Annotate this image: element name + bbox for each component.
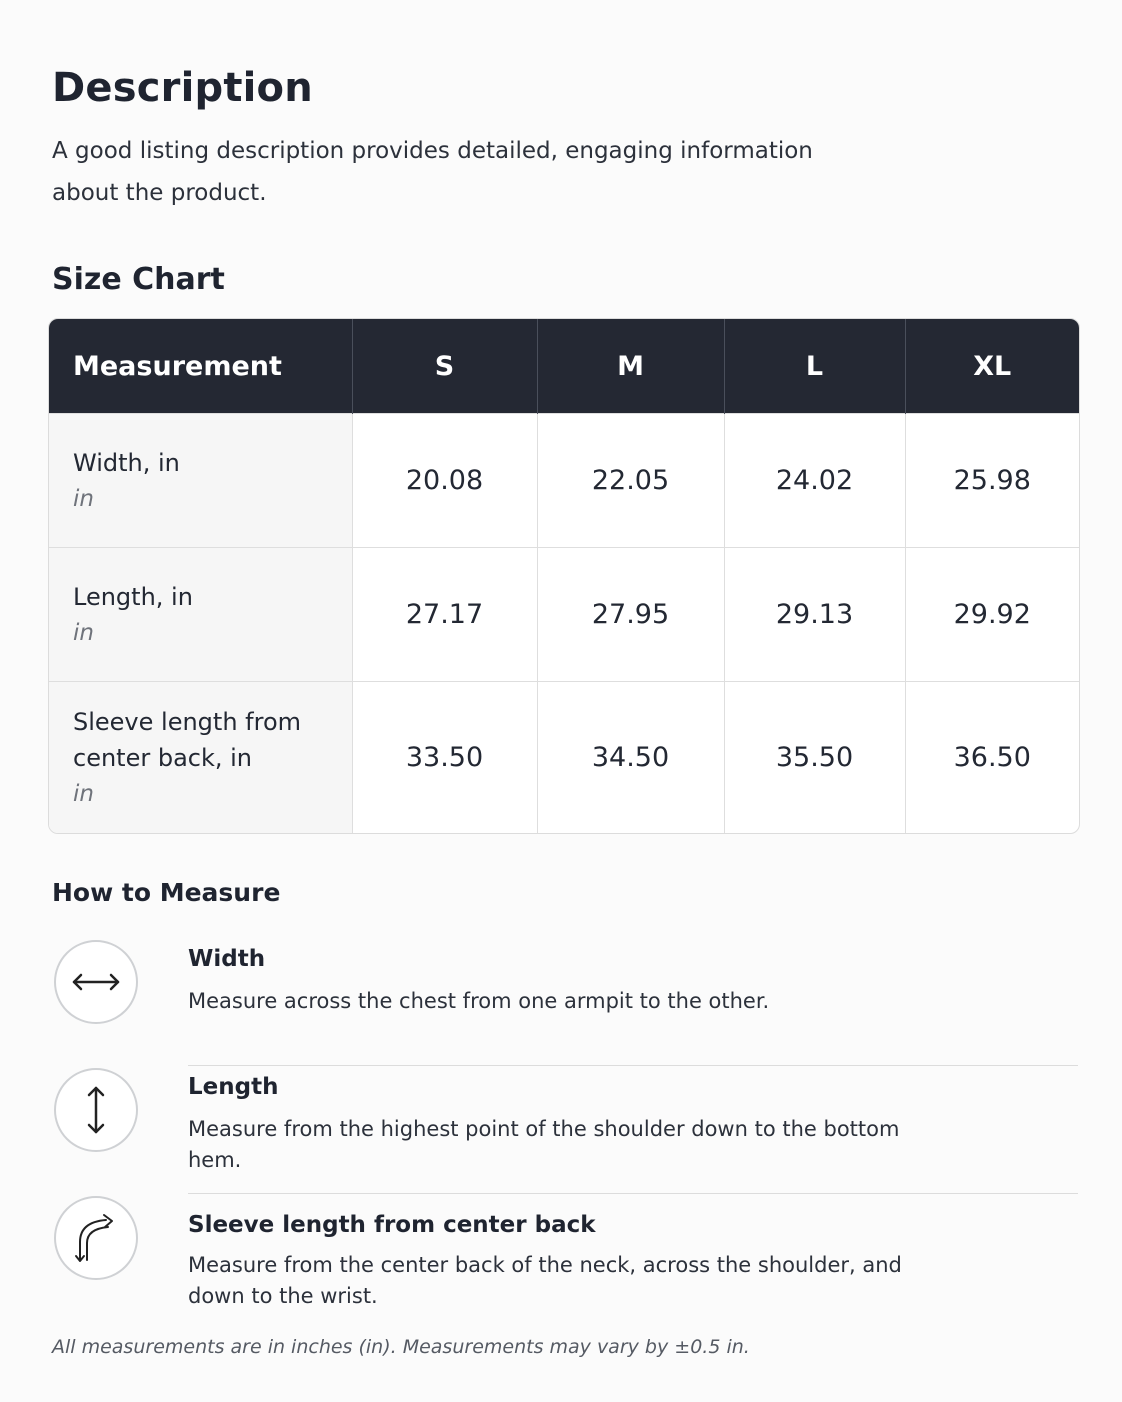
header-size-xl: XL [905,319,1079,414]
table-cell: 33.50 [352,682,537,834]
how-to-measure-title: How to Measure [52,878,281,907]
how-to-measure-list [52,938,1078,1322]
header-size-s: S [352,319,537,414]
table-cell: 27.95 [537,548,724,682]
table-cell: 27.17 [352,548,537,682]
row-unit: in [73,780,94,807]
measure-item-title: Width [188,946,266,972]
row-label: Sleeve length from center back, in [73,707,302,772]
row-label-cell [49,682,352,834]
row-label: Width, in [73,448,180,477]
table-row [49,682,1079,834]
measure-item-text: Measure from the highest point of the shoulder down to the bottom hem. [188,1117,900,1172]
measure-item-length [52,1066,1078,1194]
table-cell: 36.50 [905,682,1079,834]
row-label-cell [49,548,352,682]
table-cell: 25.98 [905,414,1079,548]
measurement-footnote: All measurements are in inches (in). Measurements may vary by ±0.5 in. [52,1336,750,1358]
measure-item-text: Measure across the chest from one armpit to the other. [188,989,770,1013]
table-cell: 24.02 [724,414,905,548]
table-cell: 29.92 [905,548,1079,682]
table-cell: 29.13 [724,548,905,682]
size-chart-table [48,318,1080,834]
table-cell: 22.05 [537,414,724,548]
row-unit: in [73,485,94,512]
table-cell: 34.50 [537,682,724,834]
measure-item-title: Sleeve length from center back [188,1212,596,1238]
row-label-cell [49,414,352,548]
curved-arrow-icon [54,1196,138,1280]
measure-item-sleeve-length [52,1194,1078,1322]
header-size-l: L [724,319,905,414]
row-unit: in [73,619,94,646]
row-label: Length, in [73,582,193,611]
measure-item-width [52,938,1078,1066]
table-row [49,414,1079,548]
vertical-arrow-icon [54,1068,138,1152]
product-description-section [52,60,1078,1358]
header-measurement: Measurement [49,319,352,414]
description-text: A good listing description provides detailed, engaging information about the product. [52,138,813,206]
table-header-row [49,319,1079,414]
table-row [49,548,1079,682]
measure-item-title: Length [188,1074,279,1100]
table-cell: 35.50 [724,682,905,834]
description-title: Description [52,65,313,111]
horizontal-arrow-icon [54,940,138,1024]
table-cell: 20.08 [352,414,537,548]
measure-item-text: Measure from the center back of the neck, across the shoulder, and down to the wrist. [188,1253,902,1308]
size-chart-title: Size Chart [52,262,225,297]
header-size-m: M [537,319,724,414]
